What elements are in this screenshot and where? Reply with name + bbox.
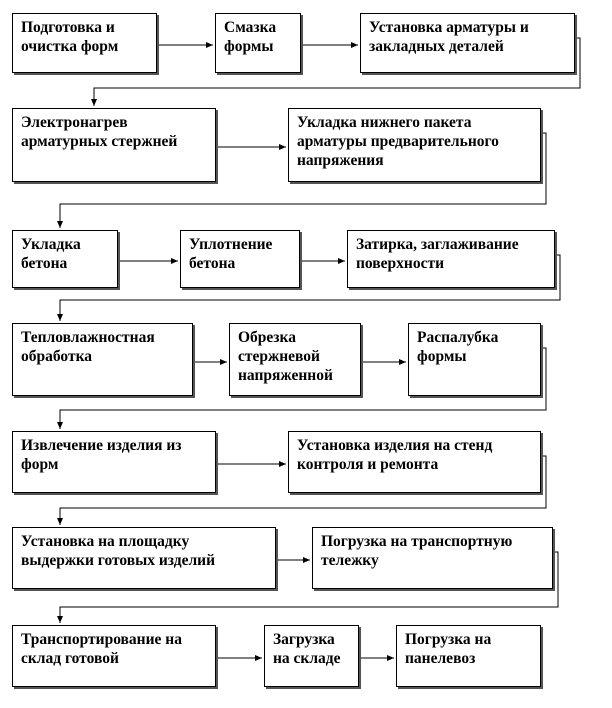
process-step-label: Установка на площадку выдержки готовых изделий [21, 533, 216, 569]
process-step-label: Установка арматуры и закладных деталей [369, 19, 529, 55]
process-step-s8 [347, 230, 555, 288]
process-step-label: Затирка, заглаживание поверхности [356, 236, 519, 272]
process-step-label: Распалубка формы [417, 329, 499, 365]
process-step-s14 [12, 527, 276, 589]
process-step-s6 [12, 230, 118, 288]
process-step-s11 [408, 323, 541, 396]
process-step-label: Извлечение изделия из форм [21, 437, 182, 473]
process-step-label: Электронагрев арматурных стержней [21, 114, 178, 150]
process-step-s13 [288, 431, 541, 493]
process-step-label: Укладка нижнего пакета арматуры предварительного напряжения [297, 114, 499, 169]
process-step-s1 [12, 13, 157, 73]
process-step-s18 [396, 625, 541, 687]
process-step-label: Смазка формы [224, 19, 277, 55]
process-step-label: Укладка бетона [21, 236, 81, 272]
process-step-label: Загрузка на складе [273, 631, 341, 667]
process-step-label: Обрезка стержневой напряженной [238, 329, 333, 384]
process-step-label: Тепловлажностная обработка [21, 329, 155, 365]
process-step-s9 [12, 323, 193, 396]
process-step-s16 [12, 625, 216, 687]
process-step-s12 [12, 431, 216, 493]
process-step-label: Установка изделия на стенд контроля и ремонта [297, 437, 493, 473]
process-step-s7 [180, 230, 300, 288]
process-step-label: Транспортирование на склад готовой [21, 631, 182, 667]
process-step-s15 [312, 527, 553, 589]
process-step-label: Подготовка и очистка форм [21, 19, 119, 55]
process-step-s17 [264, 625, 359, 687]
process-step-s2 [215, 13, 301, 73]
process-step-s5 [288, 108, 541, 182]
process-step-label: Погрузка на транспортную тележку [321, 533, 513, 569]
process-step-s3 [360, 13, 575, 73]
process-step-label: Уплотнение бетона [189, 236, 273, 272]
process-step-label: Погрузка на панелевоз [405, 631, 492, 667]
process-step-s10 [229, 323, 361, 396]
process-step-s4 [12, 108, 216, 182]
